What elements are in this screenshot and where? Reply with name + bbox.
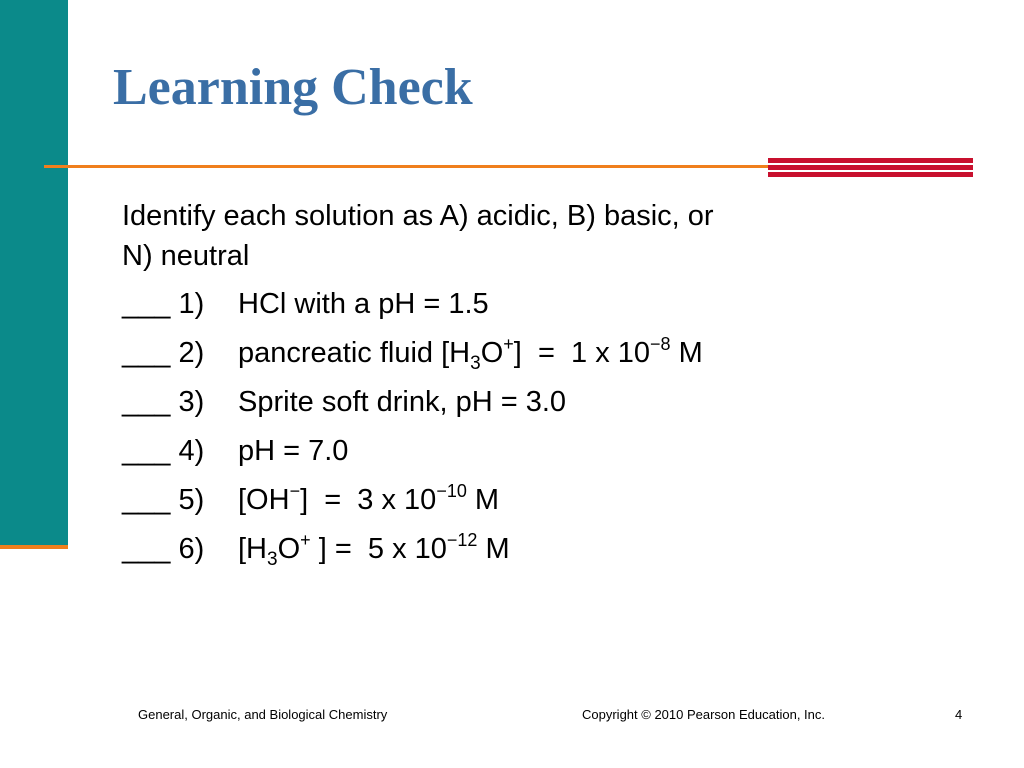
subscript: 3	[470, 353, 481, 374]
question-text: ] = 1 x 10	[513, 337, 651, 369]
answer-blank: ___ 2)	[122, 337, 205, 369]
answer-blank: ___ 6)	[122, 533, 205, 565]
question-text: ] = 5 x 10	[310, 533, 447, 565]
footer-course-title: General, Organic, and Biological Chemistry	[138, 707, 388, 722]
sidebar-orange-stripe	[0, 545, 68, 549]
question-item-4	[122, 431, 842, 480]
question-text: O	[480, 337, 504, 369]
question-text: [H	[238, 533, 267, 565]
superscript: −8	[650, 334, 671, 354]
question-item-3	[122, 382, 842, 431]
answer-blank: ___ 5)	[122, 484, 205, 516]
intro-line-1: Identify each solution as A) acidic, B) basic, or	[122, 200, 714, 232]
superscript: +	[300, 530, 311, 550]
superscript: −12	[446, 530, 478, 550]
superscript: +	[503, 334, 514, 354]
slide-number: 4	[955, 707, 963, 722]
question-item-2	[122, 333, 842, 382]
answer-blank: ___ 3)	[122, 386, 205, 418]
question-text: O	[277, 533, 301, 565]
question-text: pancreatic fluid [H	[238, 337, 471, 369]
question-item-1	[122, 284, 842, 333]
sidebar-band	[0, 0, 68, 545]
question-item-5	[122, 480, 842, 529]
superscript: −10	[436, 481, 467, 501]
answer-blank: ___ 4)	[122, 435, 205, 467]
question-text: ] = 3 x 10	[300, 484, 437, 516]
footer-copyright: Copyright © 2010 Pearson Education, Inc.	[582, 707, 826, 722]
answer-blank: ___ 1)	[122, 288, 205, 320]
question-text: Sprite soft drink, pH = 3.0	[238, 386, 567, 418]
question-text: HCl with a pH = 1.5	[238, 288, 489, 320]
question-text: pH = 7.0	[238, 435, 349, 467]
intro-text	[122, 196, 842, 276]
question-text: M	[670, 337, 703, 369]
question-text: M	[477, 533, 510, 565]
question-text: [OH	[238, 484, 290, 516]
question-text: M	[466, 484, 500, 516]
slide-body	[122, 196, 842, 578]
title-divider	[44, 165, 768, 168]
subscript: 3	[267, 549, 278, 570]
red-accent-stripes	[768, 158, 973, 179]
question-item-6	[122, 529, 842, 578]
slide-title: Learning Check	[113, 59, 473, 116]
superscript: −	[289, 481, 301, 501]
intro-line-2: N) neutral	[122, 240, 250, 272]
